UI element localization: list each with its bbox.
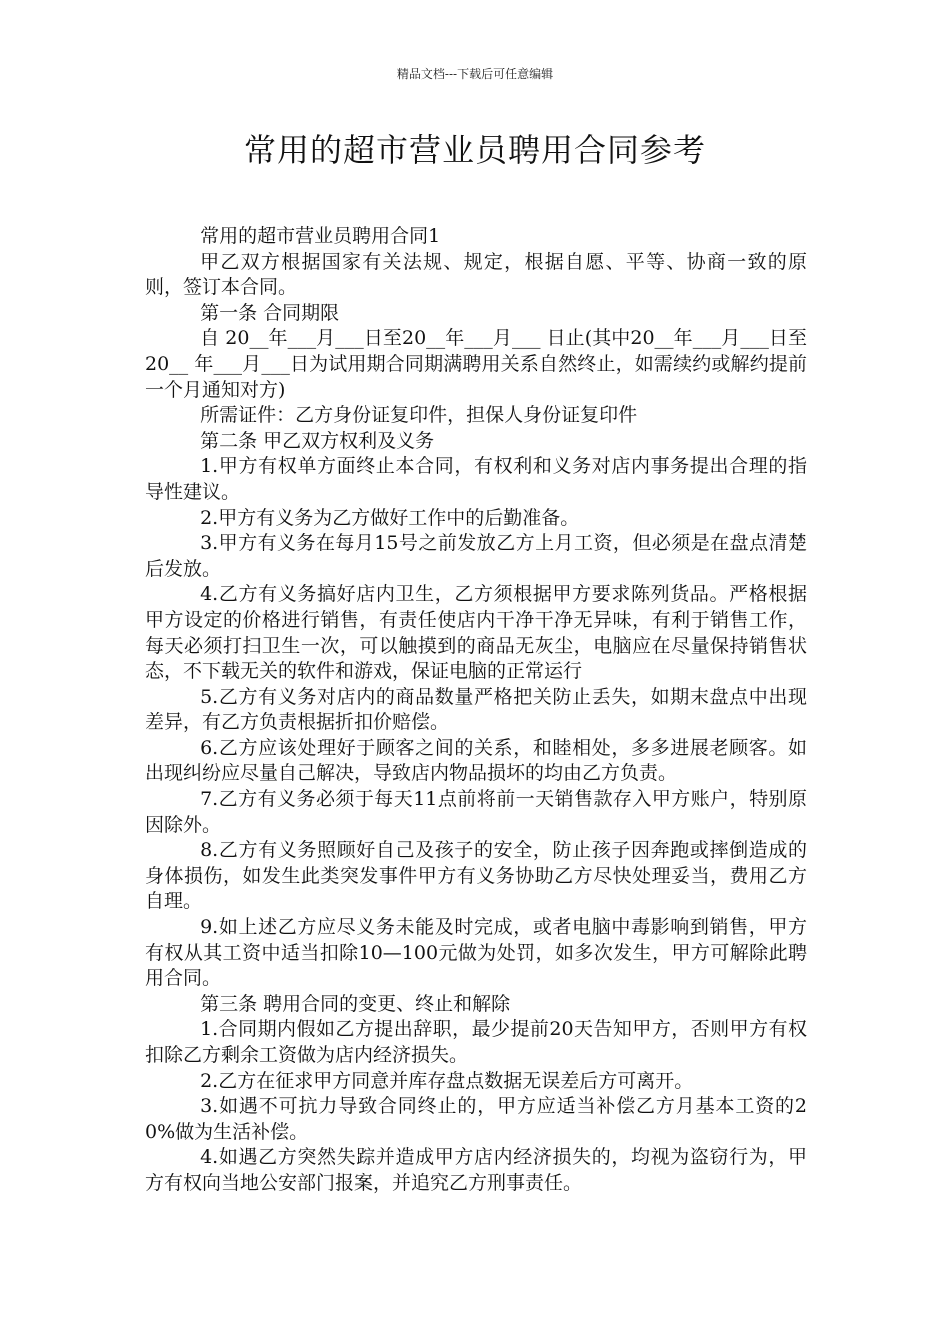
paragraph-contract-subtitle: 常用的超市营业员聘用合同1	[200, 225, 441, 247]
clause-2-3: 3.甲方有义务在每月15号之前发放乙方上月工资，但必须是在盘点清楚后发放。	[145, 532, 807, 580]
document-body	[145, 224, 807, 1197]
clause-2-2: 2.甲方有义务为乙方做好工作中的后勤准备。	[200, 506, 580, 529]
clause-2-1: 1.甲方有权单方面终止本合同，有权利和义务对店内事务提出合理的指导性建议。	[145, 455, 807, 503]
clause-2-6: 6.乙方应该处理好于顾客之间的关系，和睦相处，多多进展老顾客。如出现纠纷应尽量自己解决，导致店内物品损坏的均由乙方负责。	[145, 736, 807, 785]
clause-2-8: 8.乙方有义务照顾好自己及孩子的安全，防止孩子因奔跑或摔倒造成的身体损伤，如发生此类突发事件甲方有义务协助乙方尽快处理妥当，费用乙方自理。	[145, 839, 807, 913]
clause-3-2: 2.乙方在征求甲方同意并库存盘点数据无误差后方可离开。	[200, 1069, 694, 1092]
paragraph-preamble: 甲乙双方根据国家有关法规、规定，根据自愿、平等、协商一致的原则，签订本合同。	[145, 250, 807, 299]
paragraph-required-documents: 所需证件：乙方身份证复印件，担保人身份证复印件	[200, 404, 638, 427]
section-heading-article-3: 第三条 聘用合同的变更、终止和解除	[200, 992, 511, 1015]
clause-3-4: 4.如遇乙方突然失踪并造成甲方店内经济损失的，均视为盗窃行为，甲方有权向当地公安部门报案，并追究乙方刑事责任。	[145, 1146, 807, 1194]
clause-3-1: 1.合同期内假如乙方提出辞职，最少提前20天告知甲方，否则甲方有权扣除乙方剩余工资做为店内经济损失。	[145, 1018, 807, 1066]
clause-2-5: 5.乙方有义务对店内的商品数量严格把关防止丢失，如期末盘点中出现差异，有乙方负责根据折扣价赔偿。	[145, 685, 807, 734]
section-heading-article-2: 第二条 甲乙双方权利及义务	[200, 429, 435, 452]
document-title: 常用的超市营业员聘用合同参考	[243, 131, 706, 169]
paragraph-contract-term: 自 20__年___月___日至20__年___月___ 日止(其中20__年___月___日至20__ 年___月___日为试用期合同期满聘用关系自然终止，如需续约或解约提前一个月通知对方)	[145, 327, 807, 401]
clause-3-3: 3.如遇不可抗力导致合同终止的，甲方应适当补偿乙方月基本工资的20%做为生活补偿。	[145, 1095, 807, 1143]
header-note: 精品文档---下载后可任意编辑	[396, 67, 554, 81]
clause-2-9: 9.如上述乙方应尽义务未能及时完成，或者电脑中毒影响到销售，甲方有权从其工资中适当扣除10—100元做为处罚，如多次发生，甲方可解除此聘用合同。	[145, 916, 807, 990]
section-heading-article-1: 第一条 合同期限	[200, 301, 340, 324]
clause-2-7: 7.乙方有义务必须于每天11点前将前一天销售款存入甲方账户，特别原因除外。	[145, 788, 807, 836]
clause-2-4: 4.乙方有义务搞好店内卫生，乙方须根据甲方要求陈列货品。严格根据甲方设定的价格进行销售，有责任使店内干净干净无异味，有利于销售工作，每天必须打扫卫生一次，可以触摸到的商品无灰尘，电脑应在尽量保持销售状态，不下载无关的软件和游戏，保证电脑的正常运行	[145, 583, 807, 683]
